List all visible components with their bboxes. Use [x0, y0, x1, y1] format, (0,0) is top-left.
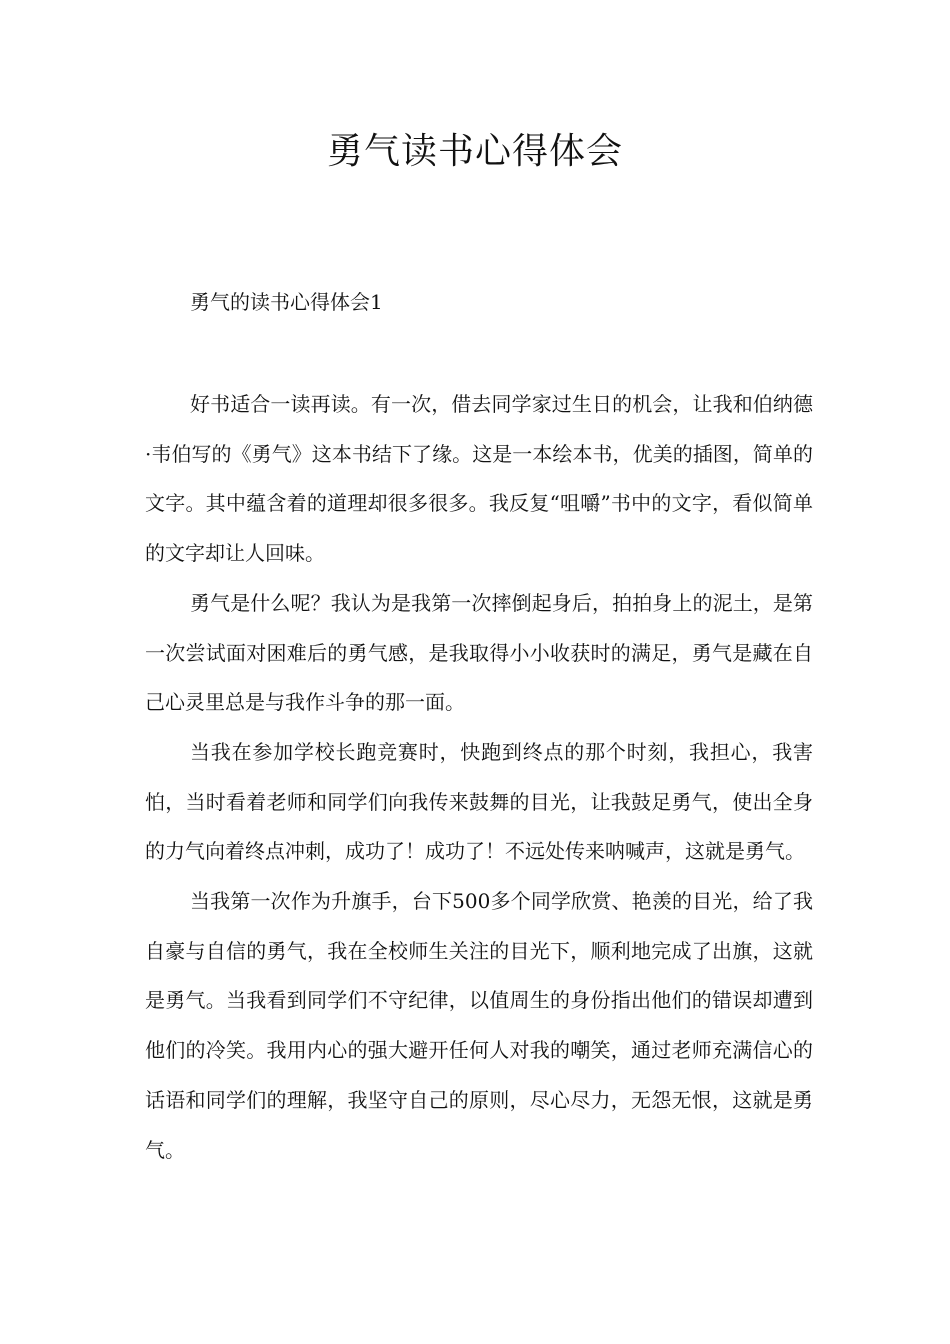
- paragraph-2: 勇气是什么呢？我认为是我第一次摔倒起身后，拍拍身上的泥土，是第一次尝试面对困难后的勇气感，是我取得小小收获时的满足，勇气是藏在自己心灵里总是与我作斗争的那一面。: [145, 590, 813, 715]
- paragraph-3: 当我在参加学校长跑竞赛时，快跑到终点的那个时刻，我担心，我害怕，当时看着老师和同学们向我传来鼓舞的目光，让我鼓足勇气，使出全身的力气向着终点冲刺，成功了！成功了！不远处传来呐喊声，这就是勇气。: [145, 739, 813, 864]
- section-heading: 勇气的读书心得体会1: [190, 290, 383, 314]
- paragraph-4: 当我第一次作为升旗手，台下500多个同学欣赏、艳羡的目光，给了我自豪与自信的勇气，我在全校师生关注的目光下，顺利地完成了出旗，这就是勇气。当我看到同学们不守纪律，以值周生的身份指出他们的错误却遭到他们的冷笑。我用内心的强大避开任何人对我的嘲笑，通过老师充满信心的话语和同学们的理解，我坚守自己的原则，尽心尽力，无怨无恨，这就是勇气。: [145, 889, 813, 1162]
- document-body: [145, 380, 813, 1175]
- paragraph-1: 好书适合一读再读。有一次，借去同学家过生日的机会，让我和伯纳德·韦伯写的《勇气》这本书结下了缘。这是一本绘本书，优美的插图，简单的文字。其中蕴含着的道理却很多很多。我反复“咀嚼”书中的文字，看似简单的文字却让人回味。: [145, 392, 813, 566]
- document-title: 勇气读书心得体会: [326, 131, 623, 172]
